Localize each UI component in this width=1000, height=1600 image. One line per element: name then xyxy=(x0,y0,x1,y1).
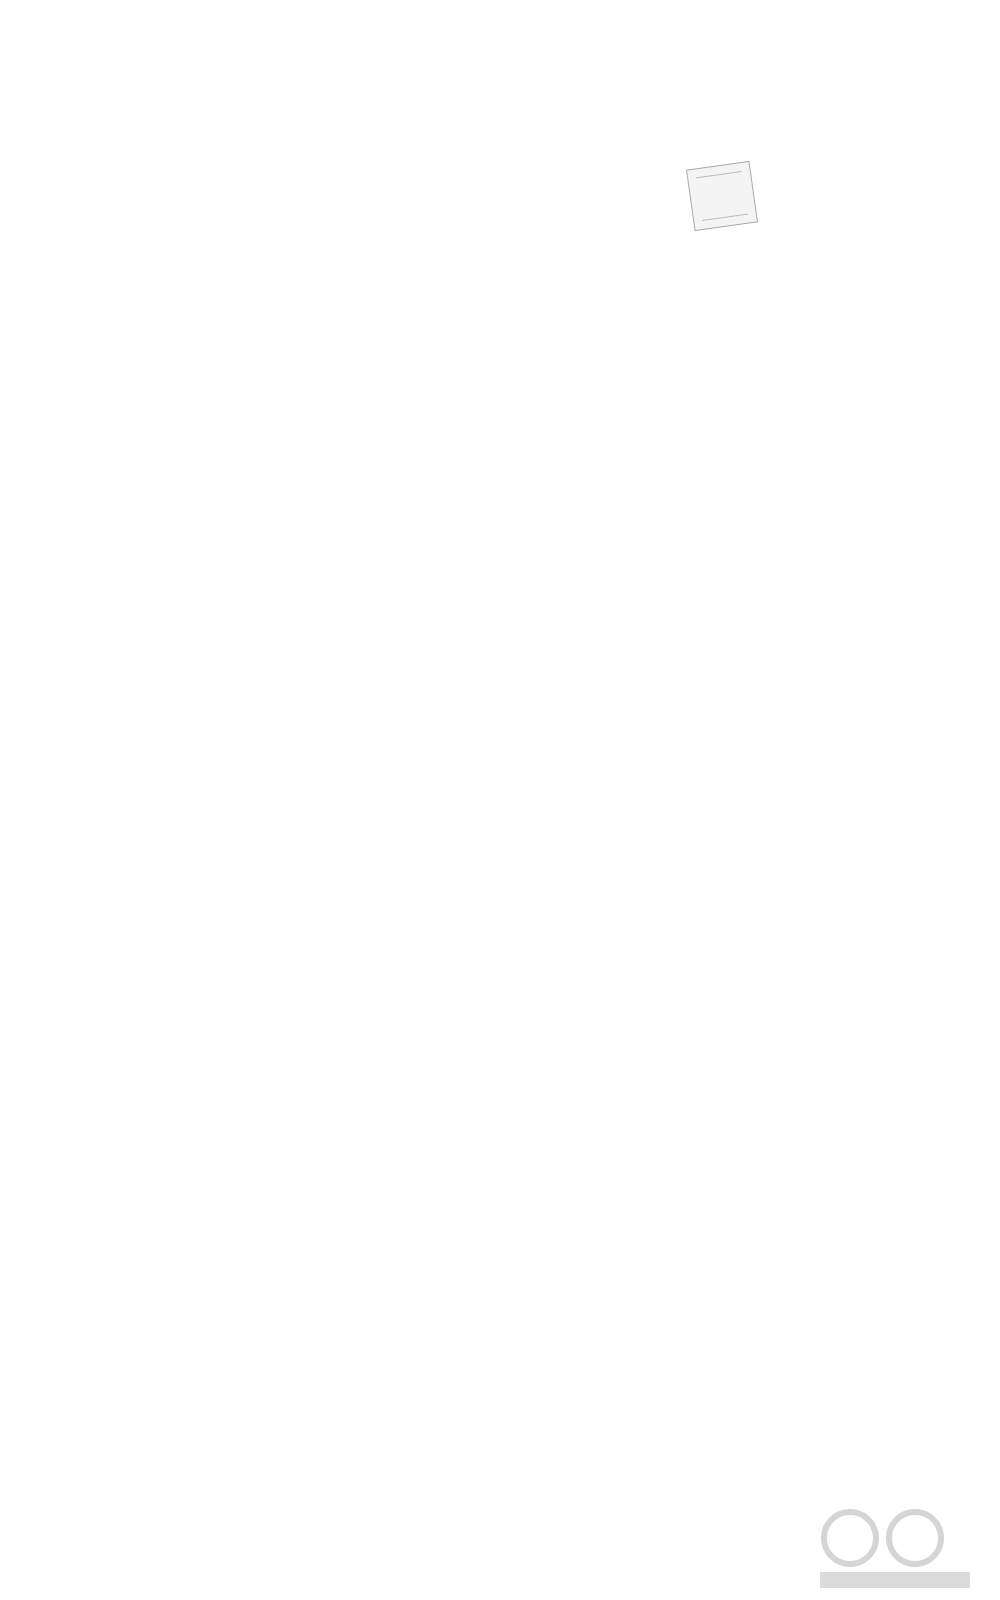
page-footer xyxy=(148,1545,194,1561)
watermark-logo-icon xyxy=(810,1500,980,1595)
stamp-icon xyxy=(686,161,758,231)
